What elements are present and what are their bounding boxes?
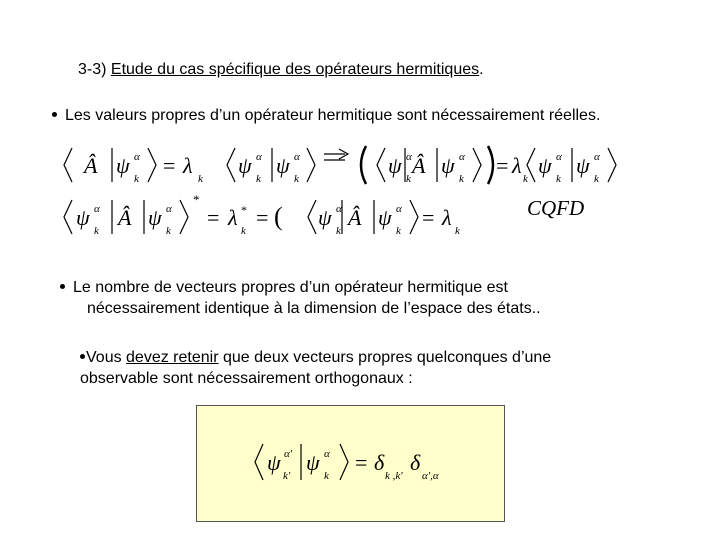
hermitian-proof-equations — [60, 138, 630, 238]
eq-sup: α — [324, 448, 330, 460]
eq-sup: α — [396, 203, 402, 215]
eq-lambda: λ — [183, 153, 193, 178]
bullet-text-line2: observable sont nécessairement orthogonaux : — [80, 370, 413, 387]
svg-text:(: ( — [274, 202, 283, 231]
eq-psi: ψ — [238, 153, 252, 178]
section-title: Etude du cas spécifique des opérateurs hermitiques — [110, 61, 480, 78]
eq-psi: ψ — [116, 153, 130, 178]
eq-star: * — [241, 203, 247, 217]
eq-psi: ψ — [576, 153, 590, 178]
bullet-text-pre: Vous — [86, 349, 127, 366]
eq-sub: k — [294, 173, 299, 185]
bullet-orthogonality — [80, 347, 551, 389]
eq-sub: k — [556, 173, 561, 185]
eq-sub: k — [241, 225, 246, 237]
bullet-eigenvalues-real — [52, 107, 600, 125]
qcfd-label: CQFD — [527, 196, 585, 220]
eq-sup: α — [94, 203, 100, 215]
eq-sup: α — [256, 151, 262, 163]
eq-sub: k — [256, 173, 261, 185]
eq-sub: k — [396, 225, 401, 237]
eq-delta: δ — [410, 450, 421, 475]
eq-sub: k ,k' — [385, 470, 403, 482]
bullet-dot-icon — [80, 354, 85, 359]
eq-equals: = — [163, 153, 176, 178]
eq-equals: = — [207, 205, 220, 230]
eq-operator-a: Â — [412, 153, 426, 178]
eq-sub: k — [523, 173, 528, 185]
eq-psi: ψ — [318, 205, 332, 230]
eq-sup: α — [459, 151, 465, 163]
eq-operator-a: Â — [84, 153, 98, 178]
eq-sub: k — [459, 173, 464, 185]
eq-sub: k' — [283, 470, 291, 482]
eq-sup: α' — [284, 448, 293, 460]
eq-equals: = — [422, 205, 435, 230]
eq-operator-a: Â — [348, 205, 362, 230]
eq-psi: ψ — [76, 205, 90, 230]
eq-equals: = — [355, 450, 368, 475]
eq-sub: k — [166, 225, 171, 237]
eq-sub: k — [134, 173, 139, 185]
section-title-end: . — [479, 61, 484, 78]
eq-psi: ψ — [388, 153, 402, 178]
eq-psi: ψ — [441, 153, 455, 178]
eq-star: * — [193, 192, 200, 207]
eq-lambda: λ — [442, 205, 452, 230]
eq-sup: α — [166, 203, 172, 215]
bullet-dot-icon — [60, 284, 65, 289]
eq-sup: α — [556, 151, 562, 163]
eq-sub: k — [198, 173, 203, 185]
eq-delta: δ — [374, 450, 385, 475]
eq-sub: k — [455, 225, 460, 237]
eq-sup: α — [336, 203, 342, 215]
eq-sub: k — [94, 225, 99, 237]
eq-psi: ψ — [538, 153, 552, 178]
eq-psi: ψ — [148, 205, 162, 230]
eq-sub: k — [594, 173, 599, 185]
eq-sub: k — [336, 225, 341, 237]
eq-sub: k — [324, 470, 329, 482]
eq-psi: ψ — [267, 450, 281, 475]
eq-equals: = — [496, 153, 509, 178]
eq-sup: α — [406, 151, 412, 163]
bullet-text-emphasis: devez retenir — [126, 349, 219, 366]
eq-sub: α',α — [422, 470, 439, 482]
eq-sup: α — [134, 151, 140, 163]
bullet-text-line2: nécessairement identique à la dimension de l’espace des états.. — [87, 300, 541, 317]
eq-lambda: λ — [512, 153, 522, 178]
bullet-text-post: que deux vecteurs propres quelconques d’une — [218, 349, 552, 366]
eq-lambda: λ — [228, 205, 238, 230]
orthogonality-formula — [197, 406, 504, 521]
bullet-eigenvector-count — [60, 277, 541, 319]
section-number: 3-3) — [78, 61, 107, 78]
eq-sup: α — [594, 151, 600, 163]
bullet-text-line1: Le nombre de vecteurs propres d’un opérateur hermitique est — [73, 279, 508, 296]
eq-psi: ψ — [378, 205, 392, 230]
eq-psi: ψ — [306, 450, 320, 475]
eq-psi: ψ — [276, 153, 290, 178]
eq-equals: = — [256, 205, 269, 230]
section-heading — [78, 61, 484, 79]
bullet-text: Les valeurs propres d’un opérateur hermitique sont nécessairement réelles. — [65, 107, 601, 124]
eq-operator-a: Â — [118, 205, 132, 230]
orthogonality-formula-box — [196, 405, 505, 522]
eq-sub: k — [406, 173, 411, 185]
bullet-dot-icon — [52, 112, 57, 117]
eq-sup: α — [294, 151, 300, 163]
